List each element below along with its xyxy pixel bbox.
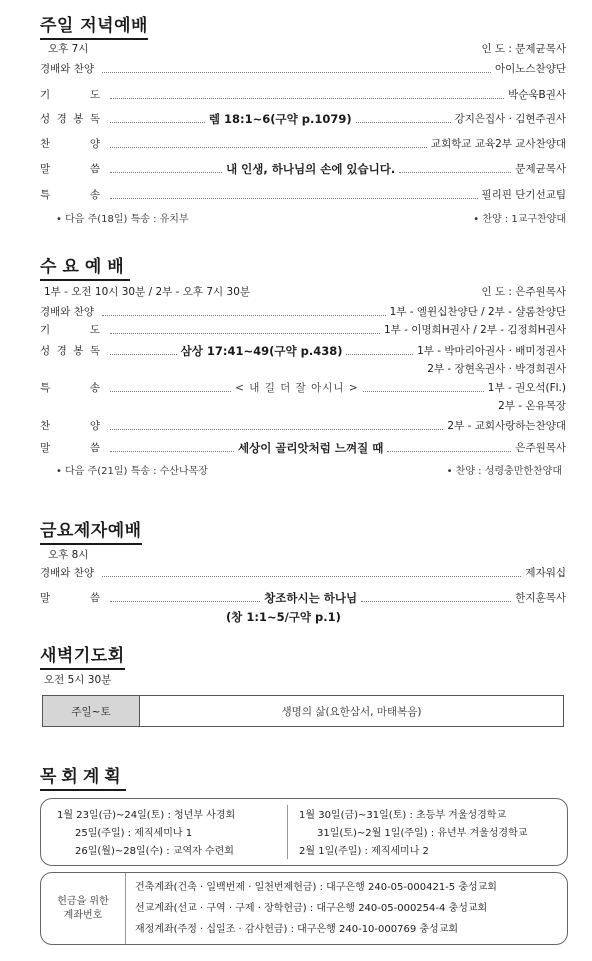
wednesday-row-choir: 찬 양 2부 - 교회사랑하는찬양대 bbox=[40, 420, 566, 432]
account-line: 선교계좌(선교 · 구역 · 구제 · 장학헌금) : 대구은행 240-05-000254-4 충성교회 bbox=[135, 903, 488, 914]
wednesday-row-praise: 경배와 찬양 1부 - 엘윈십찬양단 / 2부 - 샬롬찬양단 bbox=[40, 306, 566, 318]
plan-left-item: 25일(주일) : 제직세미나 1 bbox=[75, 828, 193, 839]
wednesday-note-right: • 찬양 : 성령충만한찬양대 bbox=[446, 466, 562, 477]
sunday-row-special: 특 송 필리핀 단기선교팀 bbox=[40, 189, 566, 201]
wednesday-note-left: • 다음 주(21일) 특송 : 수산나목장 bbox=[56, 466, 208, 477]
wednesday-row-reading: 성 경 봉 독 삼상 17:41~49(구약 p.438) 1부 - 박마리아권사 · 배미정권사 bbox=[40, 344, 566, 358]
account-line: 건축계좌(건축 · 일백번제 · 일천번제헌금) : 대구은행 240-05-000421-5 충성교회 bbox=[135, 882, 497, 893]
friday-scripture: (창 1:1~5/구약 p.1) bbox=[226, 610, 341, 624]
sunday-row-choir: 찬 양 교회학교 교육2부 교사찬양대 bbox=[40, 138, 566, 150]
wednesday-reading-2: 2부 - 장현옥권사 · 박경희권사 bbox=[427, 363, 566, 375]
account-label: 헌금을 위한 계좌번호 bbox=[41, 873, 126, 944]
friday-title: 금요제자예배 bbox=[40, 521, 142, 545]
sunday-row-praise: 경배와 찬양 아이노스찬양단 bbox=[40, 63, 566, 75]
plan-right-item: 1월 30일(금)~31일(토) : 초등부 겨울성경학교 bbox=[299, 810, 507, 821]
friday-row-praise: 경배와 찬양 제자워십 bbox=[40, 567, 566, 579]
wednesday-special-2: 2부 - 온유목장 bbox=[498, 400, 566, 412]
wednesday-row-sermon: 말 씀 세상이 골리앗처럼 느껴질 때 은주원목사 bbox=[40, 441, 567, 455]
sunday-title: 주일 저녁예배 bbox=[40, 16, 148, 40]
sunday-time: 오후 7시 bbox=[48, 43, 89, 55]
sunday-row-reading: 성 경 봉 독 렘 18:1~6(구약 p.1079) 강지은집사 · 김현주권사 bbox=[40, 112, 566, 126]
wednesday-time: 1부 - 오전 10시 30분 / 2부 - 오후 7시 30분 bbox=[44, 286, 251, 298]
plan-schedule-box bbox=[40, 798, 568, 866]
sunday-note-left: • 다음 주(18일) 특송 : 유치부 bbox=[56, 214, 189, 225]
plan-left-item: 26일(월)~28일(수) : 교역자 수련회 bbox=[75, 846, 234, 857]
dawn-time: 오전 5시 30분 bbox=[44, 674, 112, 686]
plan-right-item: 2월 1일(주일) : 제직세미나 2 bbox=[299, 846, 429, 857]
wednesday-leader: 인 도 : 은주원목사 bbox=[481, 286, 566, 298]
account-line: 재정계좌(주정 · 십일조 · 감사헌금) : 대구은행 240-10-000769 충성교회 bbox=[135, 924, 459, 935]
plan-right-item: 31일(토)~2월 1일(주일) : 유년부 겨울성경학교 bbox=[317, 828, 528, 839]
dawn-content-cell: 생명의 삶(요한삼서, 마태복음) bbox=[281, 705, 422, 718]
sunday-note-right: • 찬양 : 1교구찬양대 bbox=[473, 214, 566, 225]
wednesday-row-prayer: 기 도 1부 - 이명희H권사 / 2부 - 김정희H권사 bbox=[40, 324, 566, 336]
dawn-day-cell: 주일~토 bbox=[43, 696, 140, 726]
friday-time: 오후 8시 bbox=[48, 549, 89, 561]
plan-title: 목회계획 bbox=[40, 767, 126, 791]
offering-accounts-box bbox=[40, 872, 568, 945]
dawn-schedule-table bbox=[42, 695, 564, 727]
wednesday-title: 수요예배 bbox=[40, 257, 130, 281]
sunday-row-sermon: 말 씀 내 인생, 하나님의 손에 있습니다. 문제균목사 bbox=[40, 162, 567, 176]
friday-row-sermon: 말 씀 창조하시는 하나님 한지훈목사 bbox=[40, 591, 566, 605]
sunday-leader: 인 도 : 문제균목사 bbox=[481, 43, 566, 55]
dawn-title: 새벽기도회 bbox=[40, 646, 125, 670]
plan-left-item: 1월 23일(금)~24일(토) : 청년부 사경회 bbox=[57, 810, 236, 821]
wednesday-row-special: 특 송 < 내 길 더 잘 아시니 > 1부 - 권오석(Fl.) bbox=[40, 382, 566, 394]
sunday-row-prayer: 기 도 박순욱B권사 bbox=[40, 89, 566, 101]
